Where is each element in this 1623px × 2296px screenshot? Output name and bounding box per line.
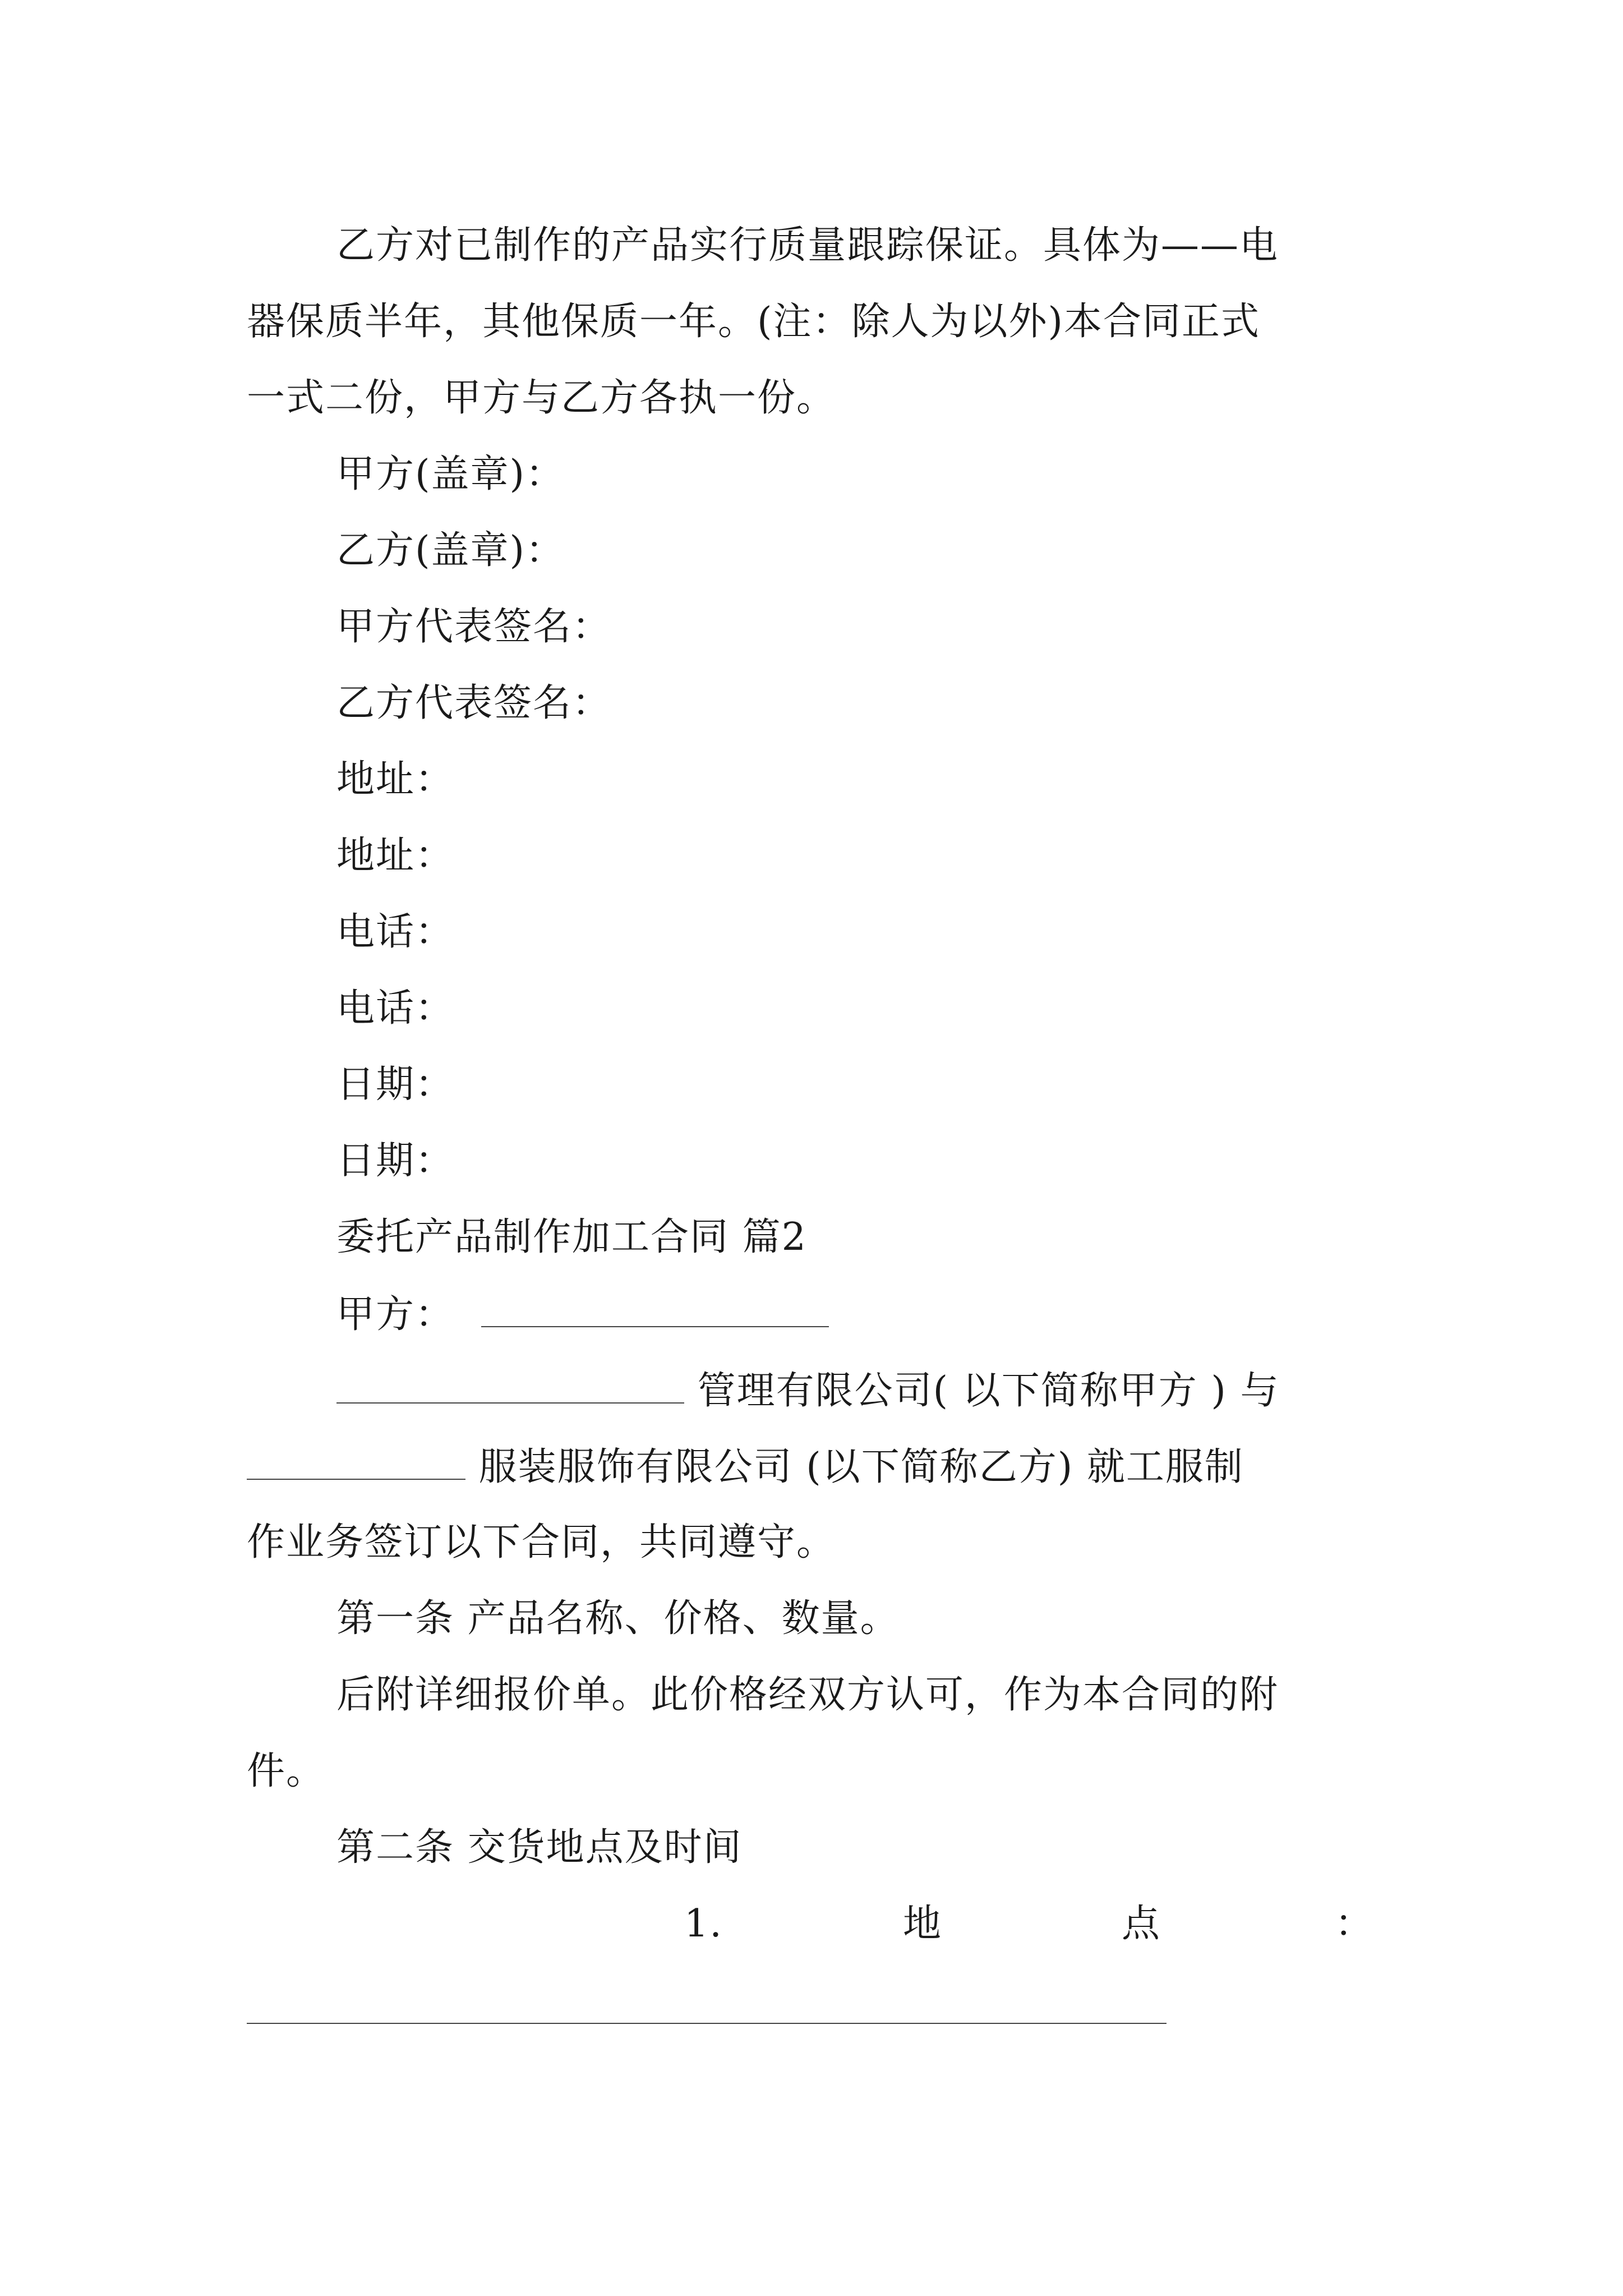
article-1-title: 第一条 产品名称、价格、数量。	[336, 1596, 900, 1641]
signature-date-a: 日期：	[336, 1062, 455, 1107]
paragraph-line	[336, 223, 1381, 268]
paragraph-text: 器保质半年，其他保质一年。(注：除人为以外)本合同正式	[247, 300, 1261, 344]
signature-phone-b: 电话：	[336, 986, 455, 1030]
item-number: 1.	[684, 1902, 723, 1946]
company-b-blank	[247, 1447, 465, 1480]
article-2-title: 第二条 交货地点及时间	[336, 1825, 743, 1870]
item-colon: ：	[1335, 1902, 1375, 1946]
party-a-blank	[481, 1295, 829, 1327]
intro-text-2: 服装服饰有限公司 (以下简称乙方) 就工服制	[478, 1445, 1244, 1489]
signature-party-a-rep: 甲方代表签名：	[336, 605, 612, 649]
signature-party-b-seal: 乙方(盖章)：	[336, 528, 565, 573]
signature-phone-a: 电话：	[336, 910, 455, 954]
article-1-text-1: 后附详细报价单。此价格经双方认可，作为本合同的附	[336, 1673, 1279, 1717]
item-word-2: 点	[1122, 1902, 1161, 1946]
signature-date-b: 日期：	[336, 1139, 455, 1183]
paragraph-text: 乙方对已制作的产品实行质量跟踪保证。具体为——电	[336, 223, 1279, 268]
intro-line-3: 作业务签订以下合同，共同遵守。	[247, 1520, 836, 1565]
paragraph-line	[247, 300, 1261, 344]
signature-party-a-seal: 甲方(盖章)：	[336, 452, 565, 496]
address-blank-line	[247, 2023, 1166, 2024]
signature-address-b: 地址：	[336, 834, 455, 878]
intro-line-2	[247, 1447, 1244, 1487]
item-word-1: 地	[903, 1902, 943, 1946]
intro-text-1: 管理有限公司( 以下简称甲方 ) 与	[697, 1369, 1280, 1413]
party-a-line	[336, 1292, 829, 1337]
intro-line-1	[336, 1369, 1280, 1413]
article-1-text-2: 件。	[247, 1749, 326, 1793]
signature-address-a: 地址：	[336, 757, 455, 802]
section-title: 委托产品制作加工合同 篇2	[336, 1215, 807, 1259]
paragraph-line	[247, 376, 836, 420]
company-a-blank	[336, 1371, 684, 1404]
paragraph-text: 一式二份，甲方与乙方各执一份。	[247, 376, 836, 420]
signature-party-b-rep: 乙方代表签名：	[336, 681, 612, 725]
party-a-label: 甲方：	[336, 1292, 455, 1337]
